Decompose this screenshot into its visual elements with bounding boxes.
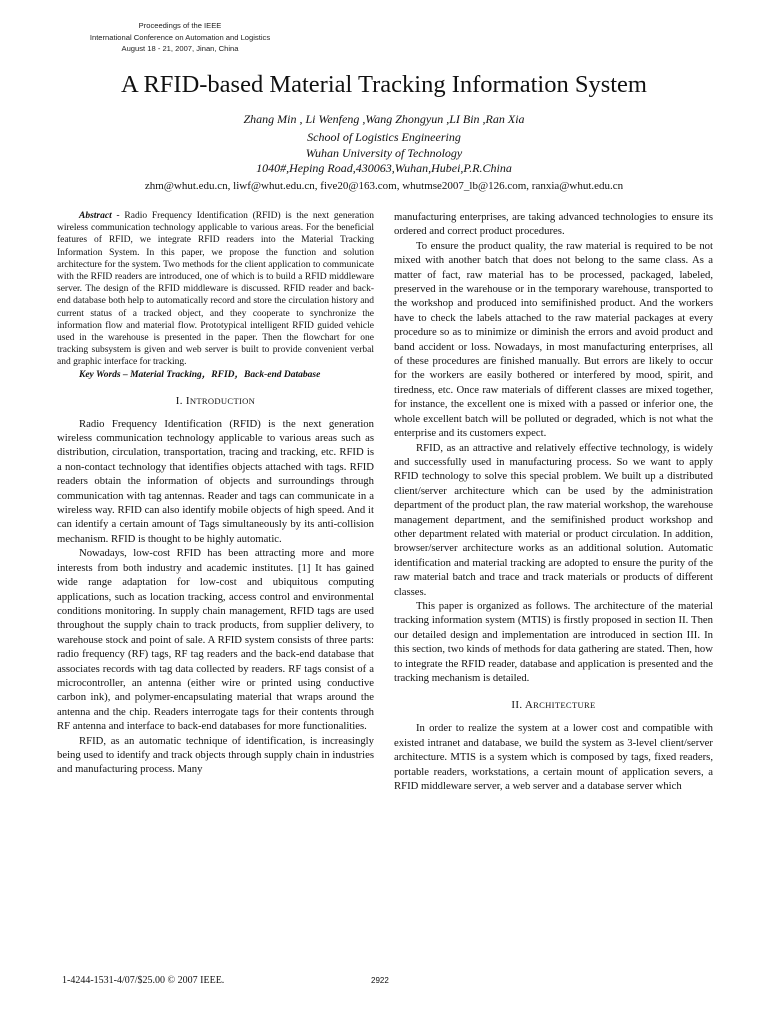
author-list: Zhang Min , Li Wenfeng ,Wang Zhongyun ,LI Bin ,Ran Xia — [243, 112, 525, 126]
abstract — [57, 210, 374, 369]
keywords: Key Words – Material Tracking，RFID，Back-end Database — [79, 369, 321, 380]
proceedings-line: Proceedings of the IEEE — [138, 21, 222, 30]
proceedings-header — [60, 20, 300, 55]
copyright-footer: 1-4244-1531-4/07/$25.00 © 2007 IEEE. — [62, 975, 225, 986]
section-title-cap: A — [524, 699, 534, 712]
intro-paragraph-5: RFID, as an attractive and relatively effective technology, is widely and successfully used in manufacturing process. So we want to apply RFID technology to solve this special problem. We built up a distributed client/server architecture which can be used by the administration department of the product plan, the raw material workshop, the warehouse management department, and the semifinished product workshop and other department related with material or product circulation. In addition, browser/server architecture works as an additional solution. Automatic identification and material tracking are adopted to ensure the purity of the raw material batch and trace and track materials or products of different classes. — [394, 441, 713, 598]
page-number: 2922 — [371, 976, 389, 985]
section-heading-introduction — [57, 394, 374, 408]
affiliation — [0, 130, 768, 177]
intro-paragraph-4: To ensure the product quality, the raw material is required to be not mixed with another batch that does not belong to the same class. As a matter of fact, raw material has to be processed, packaged, labeled, preserved in the warehouse or in the temporary warehouse, transported to the workshop and produced into semifinished product. And the workers have to check the labels attached to the raw material packages at every procedure so as to minimize or diminish the errors and avoid product and band accident or loss. Nowadays, in most manufacturing enterprises, all of these procedures are finished manually. But errors are likely to occur for the workers are easily bothered or interfered by mood, spirit, and tiredness, etc. Once raw materials of different classes are mixed together, for instance, the excellent one is mixed with a passed or inferior one, the whole excellent batch will be polluted or degraded, which is not what the enterprise and its customers expect. — [394, 239, 713, 440]
section-title-rest: RCHITECTURE — [533, 700, 596, 711]
section-number: II. — [511, 699, 523, 712]
intro-paragraph-3: RFID, as an automatic technique of identification, is increasingly being used to identify and track objects through supply chain in industries and manufacturing process. Many — [57, 734, 374, 776]
intro-paragraph-2: Nowadays, low-cost RFID has been attracting more and more interests from both industry and academic institutes. [1] It has gained wide range adaptation for low-cost and ubiquitous computing applications, such as location tracking, access control and environmental conditions monitoring. In supply chain management, RFID tags are used throughout the supply chain to track products, from supplier delivery, to warehouse stock and point of sale. A RFID system consists of three parts: radio frequency (RF) tags, RF tag readers and the back-end database that associates records with tag data collected by readers. RF tags consist of a microcontroller, an antenna (either wire or printed using conductive carbon ink), and polymer-encapsulating material that wraps around the antenna and the chip. Readers interrogate tags for their contents through RF antenna and interface to back-end databases for more functionalities. — [57, 547, 374, 733]
affiliation-school: School of Logistics Engineering — [307, 130, 461, 144]
conference-line: International Conference on Automation and Logistics — [89, 32, 271, 42]
affiliation-university: Wuhan University of Technology — [305, 145, 463, 160]
section-title-cap: I — [185, 394, 190, 407]
section-title-rest: NTRODUCTION — [189, 395, 256, 406]
abstract-text: Radio Frequency Identification (RFID) is the next generation wireless communication technology applicable to various areas. For the beneficial features of RFID, we integrate RFID readers into the Material Tracking Information System. In this paper, we propose the function and solution architecture for the system. Two methods for the client application to communicate with the RFID readers are introduced, one of which is to build a RFID middleware server. The design of the RFID middleware is discussed. RFID reader and back-end database both help to automatically record and store the circulation history and current status of a tracked object, and they cooperate to synchronize the information flow and material flow. Prototypical intelligent RFID guided vehicle used in the warehouse is presented in the paper. Then the flowchart for one tracking subsystem is given and web server is built to provide convenient verbal and graphic interface for tracking. — [57, 211, 375, 368]
intro-paragraph-1: Radio Frequency Identification (RFID) is the next generation wireless communication technology applicable to various areas such as distribution, circulation, transportation, tracing and tracking, etc. RFID is a non-contact technology that identifies objects attached with tags. RFID readers obtain the information of objects and surroundings through communication with tag antennas. Reader and tags can communicate in a wireless way. RFID can also identify mobile objects of high speed. And it can identify a certain amount of Tags simultaneously by its anti-collision mechanism. RFID is thought to be highly automatic. — [57, 417, 374, 545]
intro-paragraph-6: This paper is organized as follows. The architecture of the material tracking information system (MTIS) is firstly proposed in section II. Then our detailed design and implementation are introduced in section III. In this section, two kinds of methods for data gathering are stated. Then, how to integrate the RFID reader, database and application is presented and the tracking mechanism is detailed. — [394, 599, 713, 684]
dates-line: August 18 - 21, 2007, Jinan, China — [121, 44, 239, 53]
architecture-paragraph-1: In order to realize the system at a lower cost and compatible with existed intranet and database, we build the system as 3-level client/server architecture. MTIS is a system which is composed by tags, fixed readers, portable readers, workstations, a certain mount of application severs, a RFID middleware server, a web server and a database server which — [394, 722, 713, 793]
left-column — [57, 210, 374, 777]
right-column — [394, 210, 713, 793]
section-number: I. — [175, 394, 183, 407]
author-emails: zhm@whut.edu.cn, liwf@whut.edu.cn, five20@163.com, whutmse2007_lb@126.com, ranxia@whut.edu.cn — [144, 180, 624, 192]
paper-title: A RFID-based Material Tracking Information System — [120, 71, 647, 98]
intro-continuation: manufacturing enterprises, are taking advanced technologies to ensure its ordered and correct product procedures. — [394, 211, 713, 238]
section-heading-architecture — [394, 698, 713, 712]
abstract-label: Abstract - — [79, 211, 120, 221]
affiliation-address: 1040#,Heping Road,430063,Wuhan,Hubei,P.R.China — [256, 161, 512, 175]
